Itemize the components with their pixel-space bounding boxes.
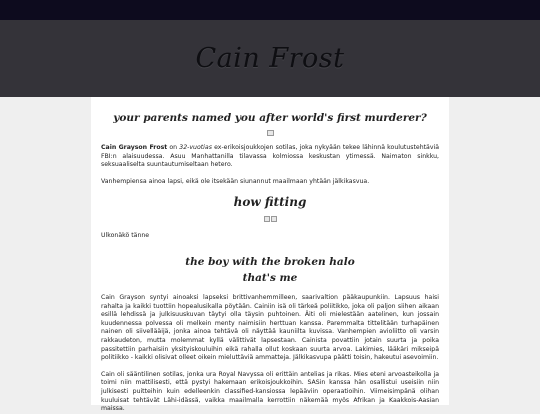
article-body [91, 112, 449, 414]
heading-halo-line1: the boy with the broken halo [185, 255, 355, 268]
site-title[interactable]: Cain Frost [195, 43, 345, 74]
heading-halo-line2: that's me [242, 271, 298, 284]
character-name: Cain Grayson Frost [101, 144, 168, 151]
broken-image-icons [101, 216, 439, 222]
appearance-label: Ulkonäkö tänne [101, 232, 150, 240]
intro-rest: ex-erikoisjoukkojen sotilas, joka nykyään tekee lähinnä koulutustehtäviä FBI:n alaisuudessa. Asuu Manhattanilla tilavassa kolmiossa keskustan ytimessä. Naimaton sinkku, seksuaaliselta suuntautumiseltaan hetero. [101, 144, 440, 169]
header-banner [0, 20, 540, 97]
heading-main: your parents named you after world's first murderer? [113, 112, 427, 124]
heading-how-fitting: how fitting [233, 195, 307, 210]
broken-image-icon [271, 216, 277, 222]
top-bar [0, 0, 540, 20]
broken-image-icon [267, 130, 274, 136]
intro-on: on [169, 144, 178, 151]
soldier-paragraph: Cain oli sääntilinen sotilas, jonka ura Royal Navyssa oli erittäin antelias ja rikas. Mies eteni arvoasteikolla ja toimi niin mattilisesti, että pystyi hakemaan erikoisjoukkoihin. SASin kanssa hän osallistui useisiin niin julkisesti puitteihin kuin edelleenkin classified-kansiossa lepääviin operaatioihin. Viimeisimpänä olihan kuuluisat tehtävät Lähi-idässä, vaikka maailmalla kerrottiin näkemää myös Afrikan ja Kaakkois-Aasian maissa. [101, 370, 439, 413]
intro-paragraph [101, 144, 439, 170]
content-page [91, 97, 449, 413]
heading-broken-halo [101, 254, 439, 286]
character-age: 32-vuotias [179, 144, 212, 151]
parents-paragraph: Vanhempiensa ainoa lapsi, eikä ole itsekään siunannut maailmaan yhtään jälkikasvua. [101, 177, 370, 185]
childhood-paragraph: Cain Grayson syntyi ainoaksi lapseksi brittivanhemmilleen, saarivaltion pääkaupunkiin. Lapsuus haisi rahalta ja kaikki tuottiin hopealusikalla pöytään. Cainiin isä oli tärkeä poliitikko, joka oli paljon siihen aikaan esillä lehdissä ja julkisuuskuvan täytyi olla täysin puhtoinen. Äiti oli mielestään aatelinen, kun jossain kuudennessa polvessa oli melkein menty naimisiin herttuan kanssa. Paremmalta tittelitään turhapäinen nainen oli siivellääijä, jonka ainoa tehtävä oli näyttää kauniilta kuvissa. Vanhempien avioliitto oli varsin rakkaudeton, mutta molemmat kyllä välittivät lapsestaan. Cainista povattiin jotain suurta ja poika passitettiin parhaisiin yksityiskouluihin eikä rahalla ollut koskaan suurta arvoa. Lakimies, lääkäri mikseipä politiikko - kaikki olisivat olleet oikein mieluttäviä ammatteja. Jälkikasvupa päätti toisin, hakeutui asevoimiin. [101, 293, 439, 362]
broken-image-icon [264, 216, 270, 222]
